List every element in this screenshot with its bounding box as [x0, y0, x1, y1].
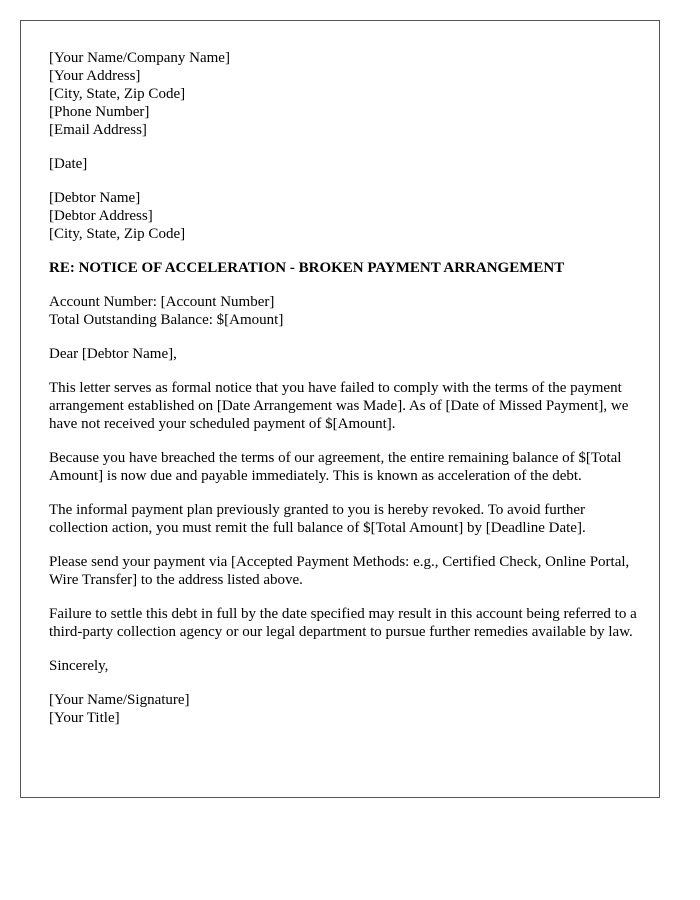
- date-block: [49, 155, 659, 173]
- recipient-city-state-zip: [City, State, Zip Code]: [49, 226, 186, 242]
- paragraph-revocation: The informal payment plan previously granted to you is hereby revoked. To avoid further collection action, you must remit the full balance of $[Total Amount] by [Deadline Date].: [49, 502, 586, 536]
- recipient-block: [49, 189, 659, 243]
- sender-email: [Email Address]: [49, 122, 147, 138]
- letter-date: [Date]: [49, 156, 88, 172]
- outstanding-balance: Total Outstanding Balance: $[Amount]: [49, 312, 284, 328]
- signature-title: [Your Title]: [49, 710, 120, 726]
- sender-phone: [Phone Number]: [49, 104, 150, 120]
- sender-city-state-zip: [City, State, Zip Code]: [49, 86, 186, 102]
- salutation: Dear [Debtor Name],: [49, 346, 177, 362]
- signature-block: [49, 691, 659, 727]
- letter-page: [20, 20, 660, 798]
- account-block: [49, 293, 659, 329]
- subject-line: RE: NOTICE OF ACCELERATION - BROKEN PAYMENT ARRANGEMENT: [49, 260, 565, 276]
- paragraph-acceleration: Because you have breached the terms of our agreement, the entire remaining balance of $[Total Amount] is now due and payable immediately. This is known as acceleration of the debt.: [49, 450, 622, 484]
- paragraph-payment-methods: Please send your payment via [Accepted Payment Methods: e.g., Certified Check, Online Portal, Wire Transfer] to the address listed above.: [49, 554, 630, 588]
- recipient-name: [Debtor Name]: [49, 190, 141, 206]
- sender-name: [Your Name/Company Name]: [49, 50, 230, 66]
- recipient-address: [Debtor Address]: [49, 208, 153, 224]
- paragraph-consequences: Failure to settle this debt in full by the date specified may result in this account being referred to a third-party collection agency or our legal department to pursue further remedies available by law.: [49, 606, 637, 640]
- signature-name: [Your Name/Signature]: [49, 692, 190, 708]
- account-number: Account Number: [Account Number]: [49, 294, 275, 310]
- paragraph-notice: This letter serves as formal notice that you have failed to comply with the terms of the payment arrangement established on [Date Arrangement was Made]. As of [Date of Missed Payment], we have not received your scheduled payment of $[Amount].: [49, 380, 629, 432]
- sender-address: [Your Address]: [49, 68, 141, 84]
- closing: Sincerely,: [49, 658, 109, 674]
- sender-block: [49, 49, 659, 139]
